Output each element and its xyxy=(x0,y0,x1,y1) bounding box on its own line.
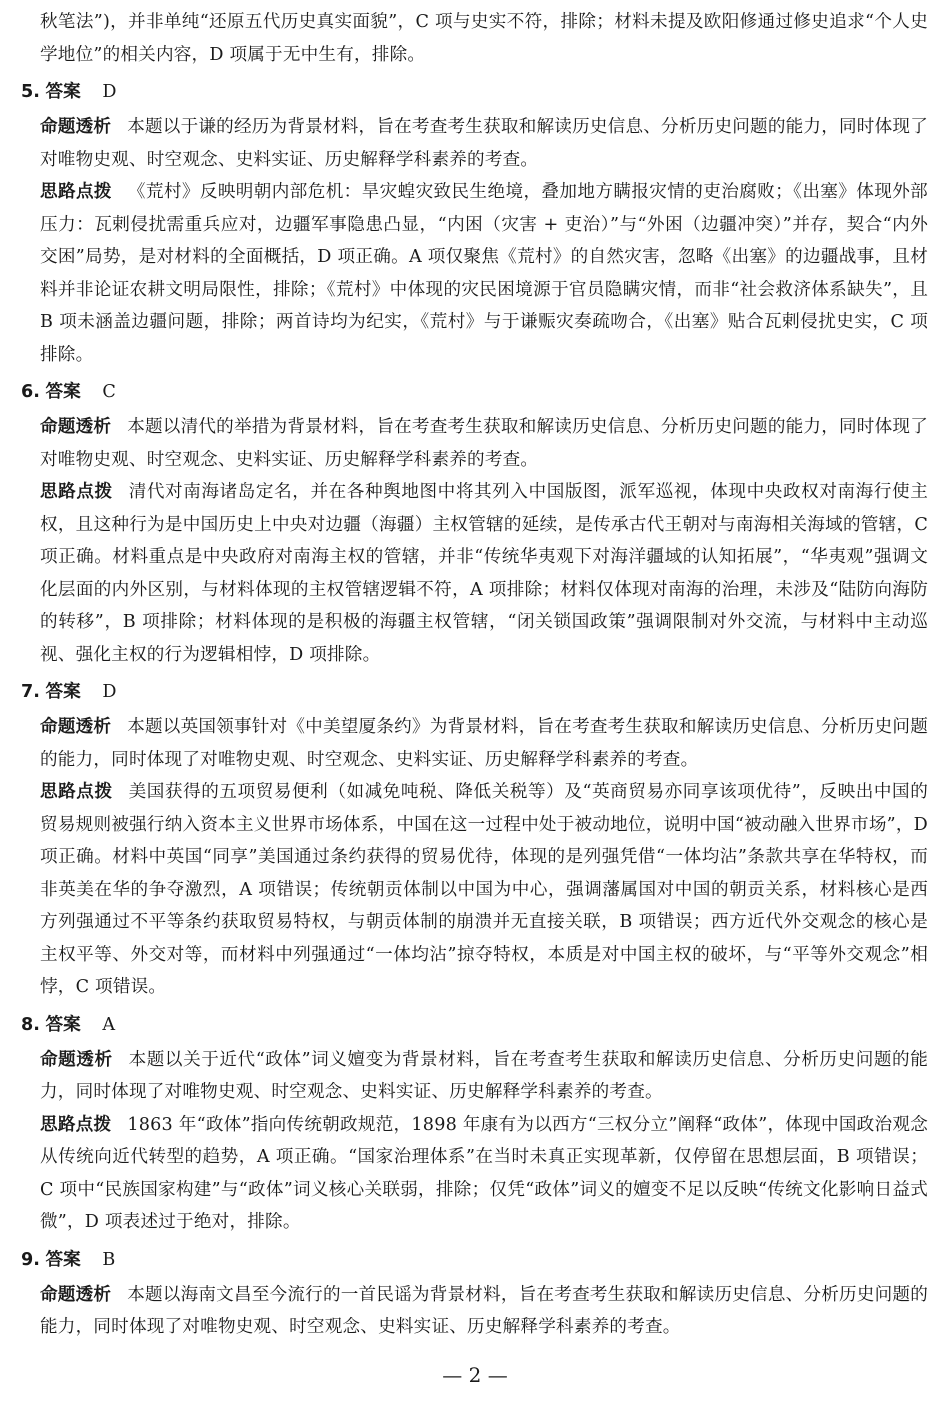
question-number: 5. xyxy=(21,82,40,102)
question-block-8 xyxy=(21,1010,928,1239)
answer-label: 答案 xyxy=(45,682,81,702)
answer-label: 答案 xyxy=(45,1014,81,1035)
intent-text: 本题以英国领事针对《中美望厦条约》为背景材料，旨在考查考生获取和解读历史信息、分析历史问题的能力，同时体现了对唯物史观、时空观念、史料实证、历史解释学科素养的考查。 xyxy=(40,717,928,770)
answer-label: 答案 xyxy=(45,1249,81,1270)
answer-line xyxy=(21,77,928,107)
analysis-paragraph xyxy=(40,176,928,371)
answer-value: A xyxy=(102,1014,116,1035)
analysis-paragraph xyxy=(40,1109,928,1239)
analysis-label: 思路点拨 xyxy=(40,482,113,502)
answer-value: D xyxy=(102,682,117,702)
intent-label: 命题透析 xyxy=(40,417,112,437)
answer-line xyxy=(21,1010,928,1040)
intent-label: 命题透析 xyxy=(40,717,112,737)
intent-paragraph xyxy=(40,1279,928,1344)
question-block-6 xyxy=(21,377,928,671)
intent-label: 命题透析 xyxy=(40,1284,112,1305)
intent-paragraph xyxy=(40,1044,928,1109)
question-block-5 xyxy=(21,77,928,371)
analysis-label: 思路点拨 xyxy=(40,782,113,802)
analysis-text: 1863 年“政体”指向传统朝政规范，1898 年康有为以西方“三权分立”阐释“政体”，体现中国政治观念从传统向近代转型的趋势，A 项正确。“国家治理体系”在当时未真正实现革新，仅停留在思想层面，B 项错误；C 项中“民族国家构建”与“政体”词义核心关联弱，排除；仅凭“政体”词义的嬗变不足以反映“传统文化影响日益式微”，D 项表述过于绝对，排除。 xyxy=(40,1114,928,1232)
intent-text: 本题以于谦的经历为背景材料，旨在考查考生获取和解读历史信息、分析历史问题的能力，同时体现了对唯物史观、时空观念、史料实证、历史解释学科素养的考查。 xyxy=(40,117,928,170)
analysis-text: 清代对南海诸岛定名，并在各种舆地图中将其列入中国版图，派军巡视，体现中央政权对南海行使主权，且这种行为是中国历史上中央对边疆（海疆）主权管辖的延续，是传承古代王朝对与南海相关海域的管辖，C 项正确。材料重点是中央政府对南海主权的管辖，并非“传统华夷观下对海洋疆域的认知拓展”，“华夷观”强调文化层面的内外区别，与材料体现的主权管辖逻辑不符，A 项排除；材料仅体现对南海的治理，未涉及“陆防向海防的转移”，B 项排除；材料体现的是积极的海疆主权管辖，“闭关锁国政策”强调限制对外交流，与材料中主动巡视、强化主权的行为逻辑相悖，D 项排除。 xyxy=(40,482,928,665)
question-number: 7. xyxy=(21,682,40,702)
question-number: 6. xyxy=(21,382,40,402)
intent-label: 命题透析 xyxy=(40,117,112,137)
intent-label: 命题透析 xyxy=(40,1049,113,1070)
question-number: 8. xyxy=(21,1014,40,1035)
analysis-label: 思路点拨 xyxy=(40,182,112,202)
intro-paragraph: 秋笔法”)，并非单纯“还原五代历史真实面貌”，C 项与史实不符，排除；材料未提及欧阳修通过修史追求“个人史学地位”的相关内容，D 项属于无中生有，排除。 xyxy=(40,12,928,65)
intent-text: 本题以海南文昌至今流行的一首民谣为背景材料，旨在考查考生获取和解读历史信息、分析历史问题的能力，同时体现了对唯物史观、时空观念、史料实证、历史解释学科素养的考查。 xyxy=(40,1284,928,1337)
analysis-text: 《荒村》反映明朝内部危机：旱灾蝗灾致民生绝境，叠加地方瞒报灾情的吏治腐败；《出塞》体现外部压力：瓦剌侵扰需重兵应对，边疆军事隐患凸显，“内困（灾害 + 吏治）”与“外困（边疆冲突）”并存，契合“内外交困”局势，是对材料的全面概括，D 项正确。A 项仅聚焦《荒村》的自然灾害，忽略《出塞》的边疆战事，且材料并非论证农耕文明局限性，排除；《荒村》中体现的灾民困境源于官员隐瞒灾情，而非“社会救济体系缺失”，且 B 项未涵盖边疆问题，排除；两首诗均为纪实，《荒村》与于谦赈灾奏疏吻合，《出塞》贴合瓦剌侵扰史实，C 项排除。 xyxy=(40,182,928,365)
question-block-9 xyxy=(21,1245,928,1344)
intent-paragraph xyxy=(40,711,928,776)
question-number: 9. xyxy=(21,1249,40,1270)
intent-paragraph xyxy=(40,111,928,176)
answer-value: B xyxy=(102,1249,116,1270)
answer-label: 答案 xyxy=(45,82,81,102)
intent-text: 本题以关于近代“政体”词义嬗变为背景材料，旨在考查考生获取和解读历史信息、分析历史问题的能力，同时体现了对唯物史观、时空观念、史料实证、历史解释学科素养的考查。 xyxy=(40,1049,928,1102)
analysis-paragraph xyxy=(40,776,928,1004)
analysis-label: 思路点拨 xyxy=(40,1114,112,1135)
page-number: — 2 — xyxy=(442,1363,508,1387)
intent-text: 本题以清代的举措为背景材料，旨在考查考生获取和解读历史信息、分析历史问题的能力，同时体现了对唯物史观、时空观念、史料实证、历史解释学科素养的考查。 xyxy=(40,417,928,470)
answer-value: C xyxy=(102,382,116,402)
answer-label: 答案 xyxy=(45,382,81,402)
question-block-7 xyxy=(21,677,928,1004)
answer-line xyxy=(21,1245,928,1275)
answer-line xyxy=(21,377,928,407)
intent-paragraph xyxy=(40,411,928,476)
analysis-paragraph xyxy=(40,476,928,671)
answer-value: D xyxy=(102,82,117,102)
answer-line xyxy=(21,677,928,707)
analysis-text: 美国获得的五项贸易便利（如减免吨税、降低关税等）及“英商贸易亦同享该项优待”，反映出中国的贸易规则被强行纳入资本主义世界市场体系，中国在这一过程中处于被动地位，说明中国“被动融入世界市场”，D 项正确。材料中英国“同享”美国通过条约获得的贸易优待，体现的是列强凭借“一体均沾”条款共享在华特权，而非英美在华的争夺激烈，A 项错误；传统朝贡体制以中国为中心，强调藩属国对中国的朝贡关系，材料核心是西方列强通过不平等条约获取贸易特权，与朝贡体制的崩溃并无直接关联，B 项错误；西方近代外交观念的核心是主权平等、外交对等，而材料中列强通过“一体均沾”掠夺特权，本质是对中国主权的破坏，与“平等外交观念”相悖，C 项错误。 xyxy=(40,782,928,997)
